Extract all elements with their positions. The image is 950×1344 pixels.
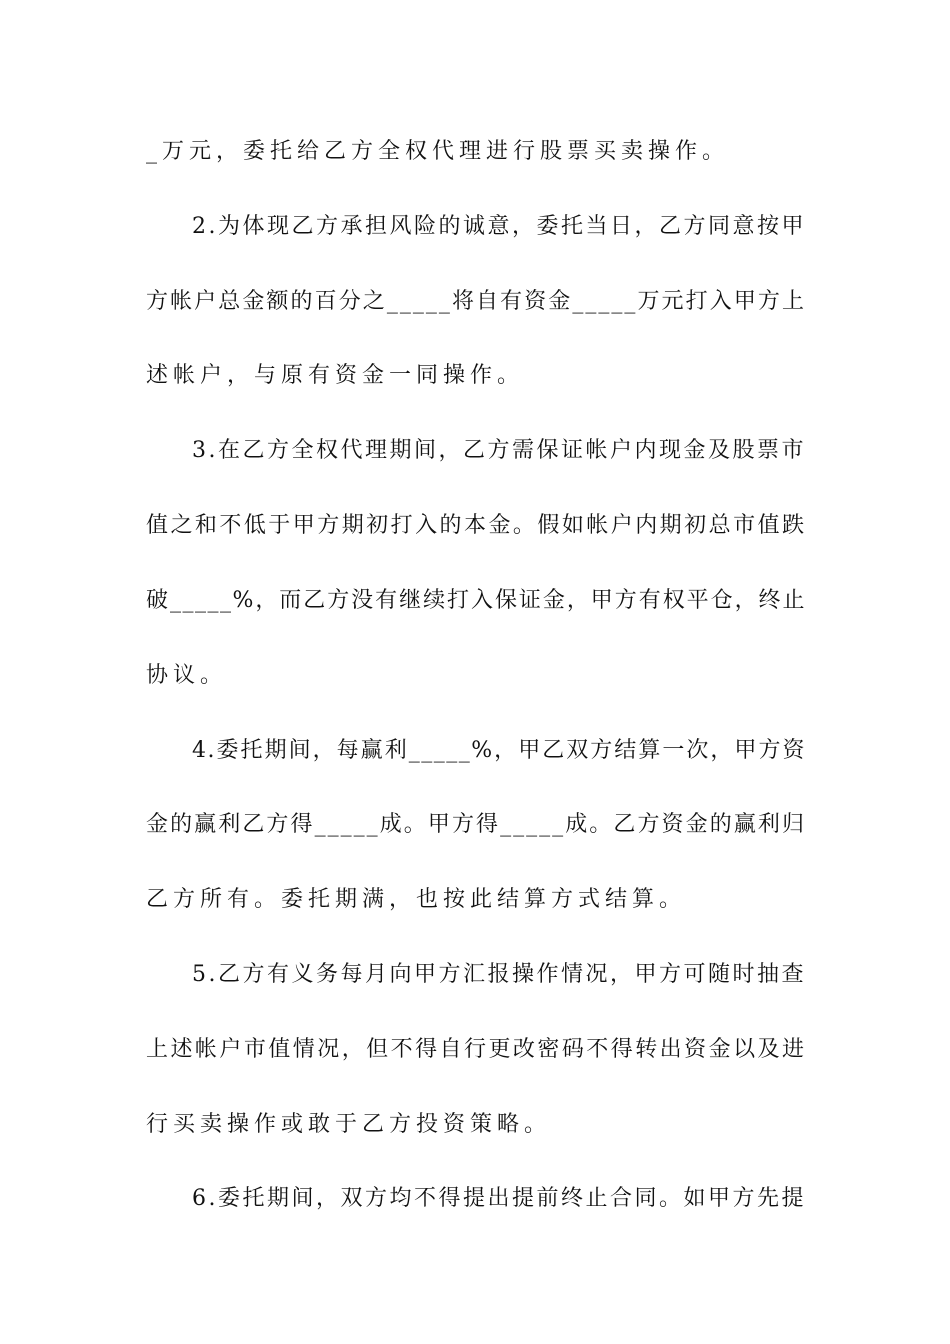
- clause-3-line: 3.在乙方全权代理期间，乙方需保证帐户内现金及股票市: [192, 438, 806, 463]
- text-line: 协议。: [146, 663, 228, 688]
- text-line: 乙方所有。委托期满，也按此结算方式结算。: [146, 887, 687, 912]
- text-line: 值之和不低于甲方期初打入的本金。假如帐户内期初总市值跌: [146, 513, 806, 538]
- clause-4-line: 4.委托期间，每赢利_____%，甲乙双方结算一次，甲方资: [192, 738, 806, 763]
- text-line: 破_____%，而乙方没有继续打入保证金，甲方有权平仓，终止: [146, 588, 806, 613]
- text-line: 述帐户，与原有资金一同操作。: [146, 363, 525, 388]
- text-line: 方帐户总金额的百分之_____将自有资金_____万元打入甲方上: [146, 289, 806, 314]
- text-line: 行买卖操作或敢于乙方投资策略。: [146, 1112, 552, 1137]
- text-line: 金的赢利乙方得_____成。甲方得_____成。乙方资金的赢利归: [146, 812, 806, 837]
- text-line: _万元，委托给乙方全权代理进行股票买卖操作。: [146, 139, 730, 164]
- clause-2-line: 2.为体现乙方承担风险的诚意，委托当日，乙方同意按甲: [192, 214, 806, 239]
- text-line: 上述帐户市值情况，但不得自行更改密码不得转出资金以及进: [146, 1037, 806, 1062]
- clause-6-line: 6.委托期间，双方均不得提出提前终止合同。如甲方先提: [192, 1186, 806, 1211]
- clause-5-line: 5.乙方有义务每月向甲方汇报操作情况，甲方可随时抽查: [192, 962, 806, 987]
